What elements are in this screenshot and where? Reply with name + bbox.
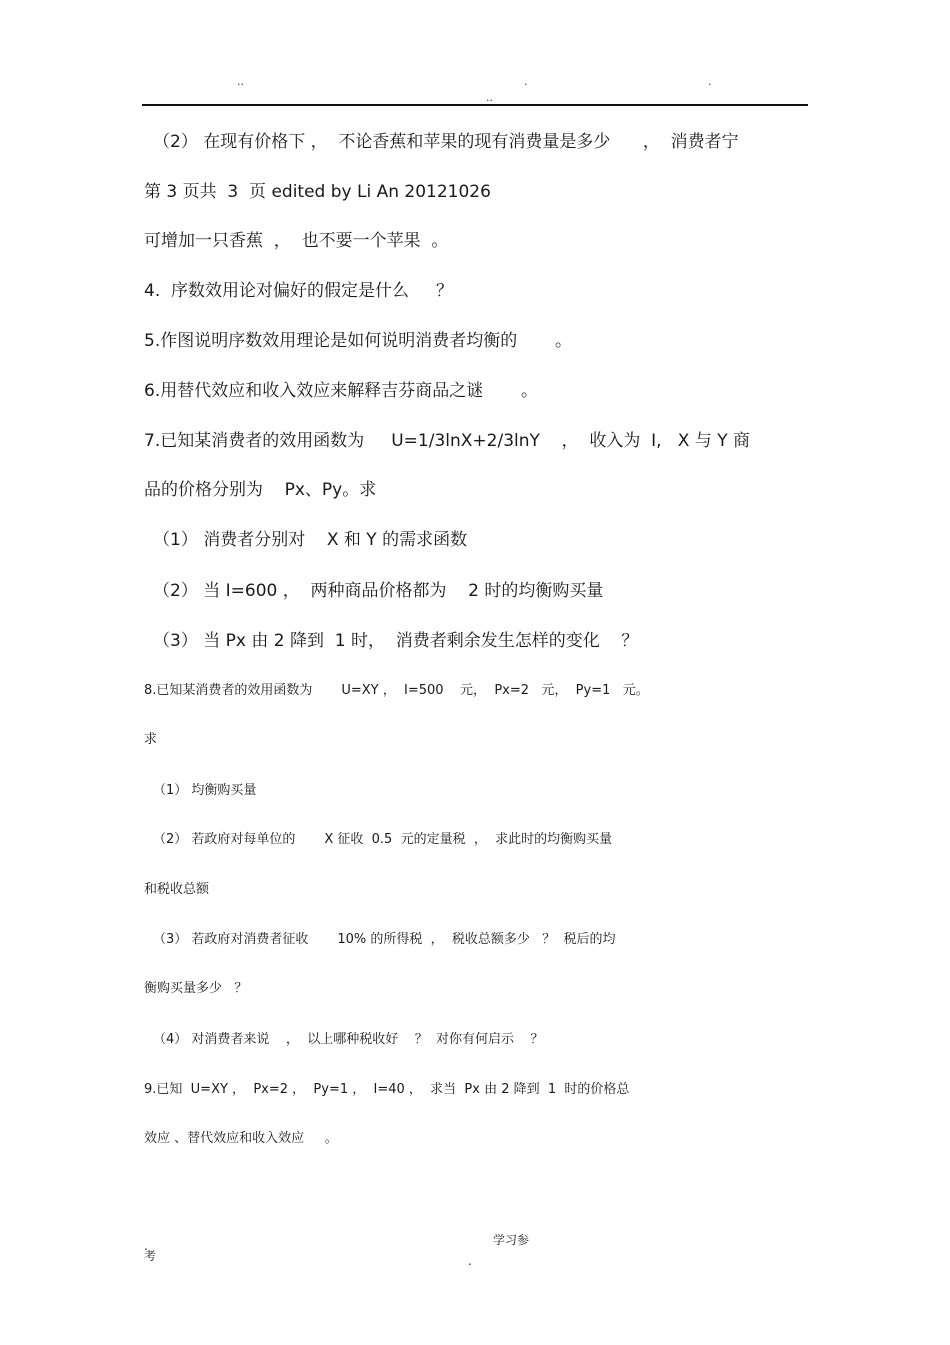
text-line: 和税收总额 <box>144 882 210 897</box>
text-line: 求 <box>144 732 158 747</box>
page-note: 第 3 页共 3 页 edited by Li An 20121026 <box>144 182 491 202</box>
question-7: 7.已知某消费者的效用函数为 U=1/3lnX+2/3lnY ， 收入为 I, X 与 Y 商 <box>144 431 751 451</box>
sub-question: （1） 均衡购买量 <box>153 783 257 798</box>
sub-question: （3） 若政府对消费者征收 10% 的所得税 ， 税收总额多少 ？ 税后的均 <box>153 932 616 947</box>
header-dot: . <box>708 75 712 88</box>
question-6: 6.用替代效应和收入效应来解释吉芬商品之谜 。 <box>144 381 539 401</box>
text-line: （2） 在现有价格下 ， 不论香蕉和苹果的现有消费量是多少 ， 消费者宁 <box>153 132 739 152</box>
header-dot: . <box>524 75 528 88</box>
question-9: 9.已知 U=XY ， Px=2 ， Py=1 ， I=40 ， 求当 Px 由 2 降到 1 时的价格总 <box>144 1082 630 1097</box>
text-line: 品的价格分别为 Px、Py。求 <box>144 480 377 500</box>
text-line: 可增加一只香蕉 ， 也不要一个苹果 。 <box>144 231 449 251</box>
header-dot: .. <box>486 91 493 104</box>
sub-question: （2） 当 I=600 ， 两种商品价格都为 2 时的均衡购买量 <box>153 581 604 601</box>
sub-question: （3） 当 Px 由 2 降到 1 时， 消费者剩余发生怎样的变化 ？ <box>153 631 639 651</box>
text-line: 衡购买量多少 ？ <box>144 981 248 996</box>
question-8: 8.已知某消费者的效用函数为 U=XY ， I=500 元， Px=2 元， Py=1 元。 <box>144 683 649 698</box>
question-4: 4. 序数效用论对偏好的假定是什么 ？ <box>144 281 454 301</box>
sub-question: （1） 消费者分别对 X 和 Y 的需求函数 <box>153 530 468 550</box>
sub-question: （4） 对消费者来说 ， 以上哪种税收好 ？ 对你有何启示 ？ <box>153 1032 544 1047</box>
header-dot: .. <box>237 75 244 88</box>
footer-dot: . <box>144 1239 148 1253</box>
footer-dot: . <box>468 1254 472 1268</box>
text-line: 效应 、替代效应和收入效应 。 <box>144 1131 338 1146</box>
footer-left-text: 考 <box>144 1249 157 1263</box>
header-rule <box>142 104 808 106</box>
question-5: 5.作图说明序数效用理论是如何说明消费者均衡的 。 <box>144 331 573 351</box>
sub-question: （2） 若政府对每单位的 X 征收 0.5 元的定量税 ， 求此时的均衡购买量 <box>153 832 613 847</box>
footer-center-text: 学习参 <box>493 1233 530 1247</box>
